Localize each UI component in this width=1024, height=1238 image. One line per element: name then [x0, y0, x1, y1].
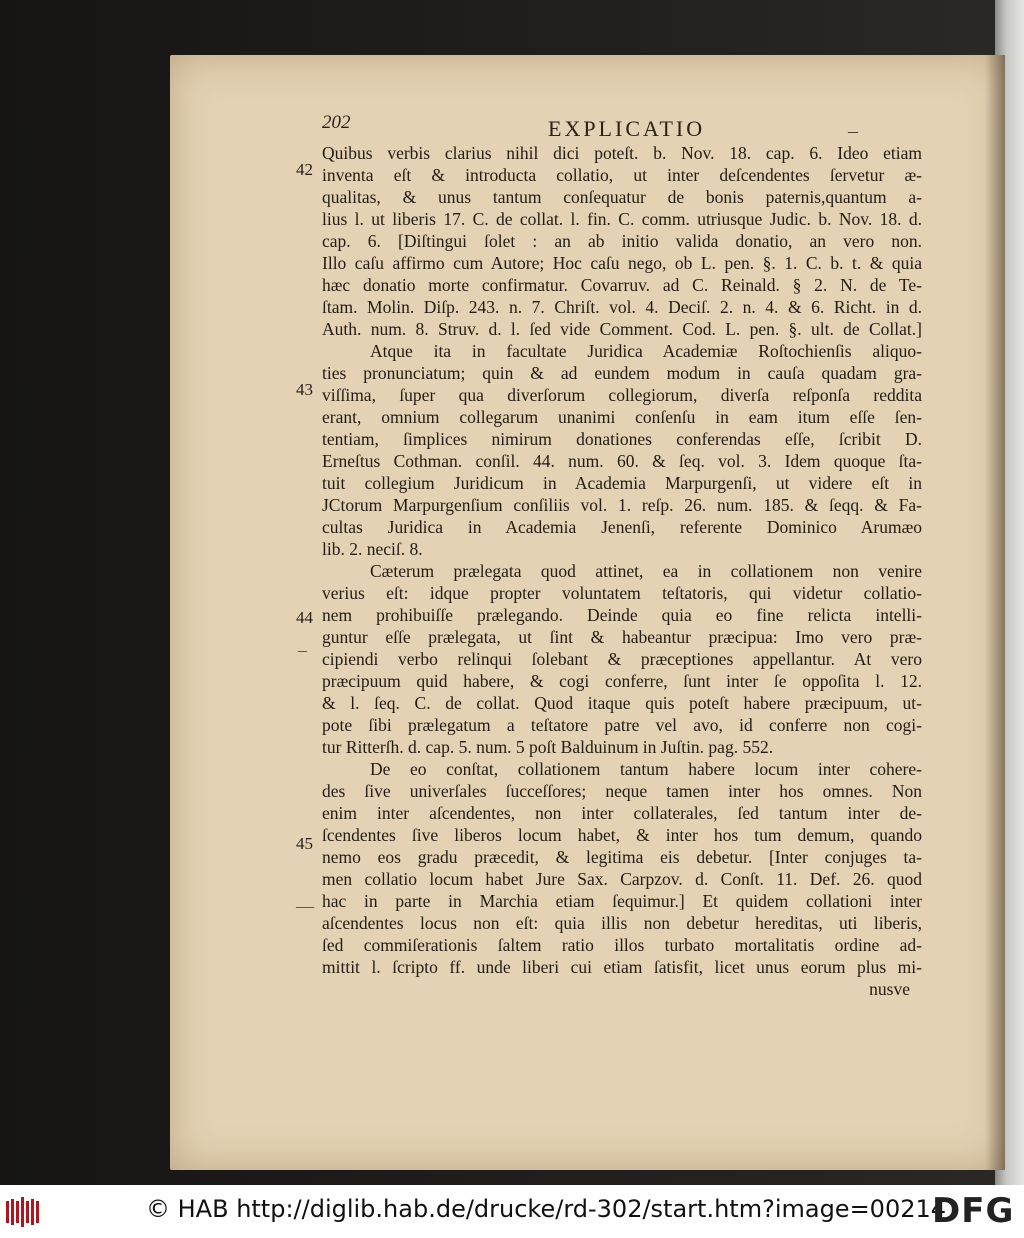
text-line: Auth. num. 8. Struv. d. l. ſed vide Comment. Cod. L. pen. §. ult. de Collat.] [322, 319, 922, 339]
text-line: Quibus verbis clarius nihil dici poteſt. b. Nov. 18. cap. 6. Ideo etiam [322, 143, 922, 163]
running-head: EXPLICATIO [548, 116, 706, 141]
paragraph-first-line: De eo conſtat, collationem tantum habere locum inter cohere- [370, 759, 922, 779]
copyright-url[interactable]: © HAB http://diglib.hab.de/drucke/rd-302/start.htm?image=00214 [146, 1195, 947, 1223]
text-line: ſtam. Molin. Diſp. 243. n. 7. Chriſt. vol. 4. Deciſ. 2. n. 4. & 6. Richt. in d. [322, 297, 922, 317]
text-line: tentiam, ſimplices nimirum donationes conferendas eſſe, ſcribit D. [322, 429, 922, 449]
page-gutter-shadow [985, 55, 1005, 1170]
page-number: 202 [322, 112, 351, 133]
text-line: aſcendentes locus non eſt: quia illis non debetur hereditas, uti liberis, [322, 913, 922, 933]
text-line: verius eſt: idque propter voluntatem teſtatoris, qui videtur collatio- [322, 583, 922, 603]
text-line: lius l. ut liberis 17. C. de collat. l. fin. C. comm. utriusque Judic. b. Nov. 18. d. [322, 209, 922, 229]
margin-number-45: 45 [296, 834, 313, 853]
margin-mark: – [298, 640, 307, 660]
paragraph-first-line: Atque ita in facultate Juridica Academiæ Roſtochienſis aliquo- [370, 341, 922, 361]
text-line: guntur eſſe prælegata, ut ſint & habeantur præcipua: Imo vero præ- [322, 627, 922, 647]
text-line: cipiendi verbo relinqui ſolebant & præceptiones appellantur. At vero [322, 649, 922, 669]
text-line: ſcendentes ſive liberos locum habet, & inter hos tum demum, quando [322, 825, 922, 845]
text-line: pote ſibi prælegatum a teſtatore patre vel avo, id conferre non cogi- [322, 715, 922, 735]
text-line: nemo eos gradu præcedit, & legitima eis debetur. [Inter conjuges ta- [322, 847, 922, 867]
text-line: qualitas, & unus tantum conſequatur de bonis paternis,quantum a- [322, 187, 922, 207]
text-line: hac in parte in Marchia etiam ſequimur.] Et quidem collationi inter [322, 891, 922, 911]
text-line: & l. ſeq. C. de collat. Quod itaque quis poteſt habere præcipuum, ut- [322, 693, 922, 713]
text-line: viſſima, ſuper qua diverſorum collegiorum, diverſa reſponſa reddita [322, 385, 922, 405]
dfg-logo: DFG [932, 1191, 1015, 1231]
viewer-footer [0, 1185, 1024, 1238]
text-line: Erneſtus Cothman. conſil. 44. num. 60. & ſeq. vol. 3. Idem quoque ſta- [322, 451, 922, 471]
text-line: cultas Juridica in Academia Jenenſi, referente Dominico Arumæo [322, 517, 922, 537]
hab-logo-icon [6, 1197, 40, 1227]
text-line: lib. 2. neciſ. 8. [322, 539, 423, 559]
text-line: des ſive univerſales ſucceſſores; neque tamen inter hos omnes. Non [322, 781, 922, 801]
text-line: erant, omnium collegarum unanimi conſenſu in eam itum eſſe ſen- [322, 407, 922, 427]
text-line: inventa eſt & introducta collatio, ut inter deſcendentes ſervetur æ- [322, 165, 922, 185]
text-line: ties pronunciatum; quin & ad eundem modum in cauſa quadam gra- [322, 363, 922, 383]
text-line: nem prohibuiſſe prælegando. Deinde quia eo fine relicta intelli- [322, 605, 922, 625]
text-line: Illo caſu affirmo cum Autore; Hoc caſu nego, ob L. pen. §. 1. C. b. t. & quia [322, 253, 922, 273]
text-line: men collatio locum habet Jure Sax. Carpzov. d. Conſt. 11. Def. 26. quod [322, 869, 922, 889]
text-line: enim inter aſcendentes, non inter collaterales, ſed tantum inter de- [322, 803, 922, 823]
text-line: ſed commiſerationis ſaltem ratio illos turbato mortalitatis ordine ad- [322, 935, 922, 955]
margin-number-42: 42 [296, 160, 313, 179]
text-line: hæc donatio morte confirmatur. Covarruv. ad C. Reinald. § 2. N. de Te- [322, 275, 922, 295]
margin-number-43: 43 [296, 380, 313, 399]
text-line: mittit l. ſcripto ff. unde liberi cui etiam ſatisfit, licet unus eorum plus mi- [322, 957, 922, 977]
text-line: tur Ritterſh. d. cap. 5. num. 5 poſt Balduinum in Juſtin. pag. 552. [322, 737, 774, 757]
body-text [322, 142, 922, 1000]
text-line: præcipuum quid habere, & cogi conferre, ſunt inter ſe oppoſita l. 12. [322, 671, 922, 691]
header-ornament: – [848, 120, 858, 142]
text-line: cap. 6. [Diſtingui ſolet : an ab initio valida donatio, an vero non. [322, 231, 922, 251]
text-line: JCtorum Marpurgenſium conſiliis vol. 1. reſp. 26. num. 185. & ſeqq. & Fa- [322, 495, 922, 515]
paragraph-first-line: Cæterum prælegata quod attinet, ea in collationem non venire [370, 561, 922, 581]
margin-mark: — [296, 896, 314, 916]
margin-number-44: 44 [296, 608, 313, 627]
catchword: nusve [869, 979, 910, 999]
text-line: tuit collegium Juridicum in Academia Marpurgenſi, ut videre eſt in [322, 473, 922, 493]
